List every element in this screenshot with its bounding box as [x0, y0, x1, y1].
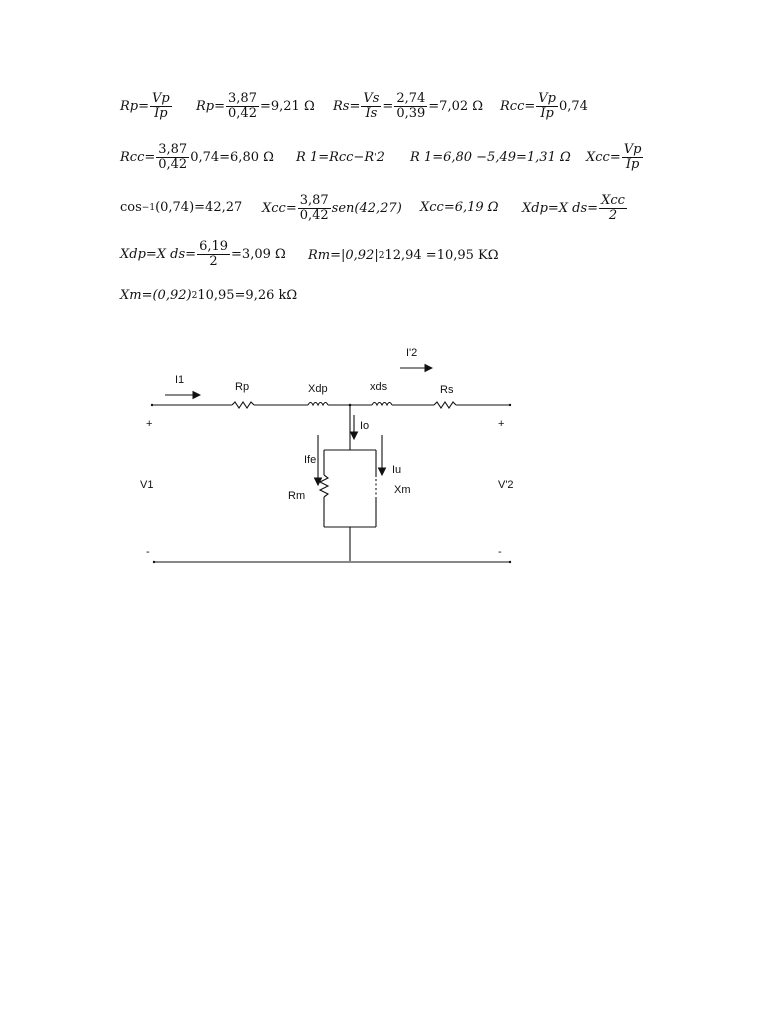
- label-rp: Rp: [235, 381, 250, 393]
- label-minus-left: -: [146, 546, 150, 558]
- eq-xcc-value: Xcc= $\frac{3,87}{0,42}$ sen(42,27): [262, 193, 402, 223]
- rs-resistor: [434, 402, 456, 408]
- label-xm: Xm: [394, 484, 411, 496]
- eq-xdp-formula: Xdp=X ds= $\frac{\text{Xcc}}{2}$: [522, 193, 625, 223]
- eq-r1-value: R 1=6,80 −5,49=1,31 Ω: [410, 150, 571, 165]
- eq-rcc-formula: Rcc= $\frac{Vp}{Ip}$ 0,74: [500, 91, 588, 121]
- label-xds: xds: [370, 381, 388, 393]
- node-bottom-left: [153, 561, 155, 563]
- eq-rp-formula: Rp= $\frac{Vp}{Ip}$: [120, 91, 170, 121]
- eq-xm-value: Xm=(0,92) 2 10,95=9,26 kΩ: [120, 288, 298, 303]
- equivalent-circuit-diagram: [140, 335, 520, 575]
- eq-xdp-value: Xdp=X ds= $\frac{6,19}{2}$ =3,09 Ω: [120, 239, 286, 269]
- eq-xcc-formula: Xcc= $\frac{Vp}{Ip}$: [586, 142, 642, 172]
- eq-rm-value: Rm=|0,92| 2 12,94 =10,95 KΩ: [308, 248, 499, 263]
- rp-resistor: [232, 402, 254, 408]
- xdp-inductor: [308, 403, 328, 406]
- label-i2: I'2: [406, 347, 418, 359]
- label-io: Io: [360, 420, 370, 432]
- rm-resistor: [320, 475, 328, 497]
- label-ife: Ife: [304, 454, 317, 466]
- label-i1: I1: [175, 374, 185, 386]
- eq-rcc-value: Rcc= $\frac{3,87}{0,42}$ 0,74=6,80 Ω: [120, 142, 274, 172]
- node-top-left: [151, 404, 153, 406]
- node-shunt: [349, 404, 352, 407]
- label-xdp: Xdp: [308, 383, 328, 395]
- label-v1: V1: [140, 479, 154, 491]
- label-iu: Iu: [392, 464, 402, 476]
- label-rs: Rs: [440, 384, 454, 396]
- node-top-right: [509, 404, 511, 406]
- eq-xcc-result: Xcc=6,19 Ω: [420, 200, 499, 215]
- eq-rp-value: Rp= $\frac{3,87}{0,42}$ =9,21 Ω: [196, 91, 315, 121]
- label-minus-right: -: [498, 546, 502, 558]
- eq-acos: cos −1 (0,74)=42,27: [120, 200, 243, 215]
- label-v2: V'2: [498, 479, 514, 491]
- label-plus-right: +: [498, 418, 505, 430]
- xds-inductor: [372, 403, 392, 406]
- node-bottom-right: [509, 561, 511, 563]
- eq-rs: Rs= $\frac{Vs}{Is}$ = $\frac{2,74}{0,39}$ =7,02 Ω: [333, 91, 484, 121]
- label-rm: Rm: [288, 490, 306, 502]
- eq-r1-formula: R 1=Rcc−R ' 2: [296, 150, 385, 165]
- label-plus-left: +: [146, 418, 153, 430]
